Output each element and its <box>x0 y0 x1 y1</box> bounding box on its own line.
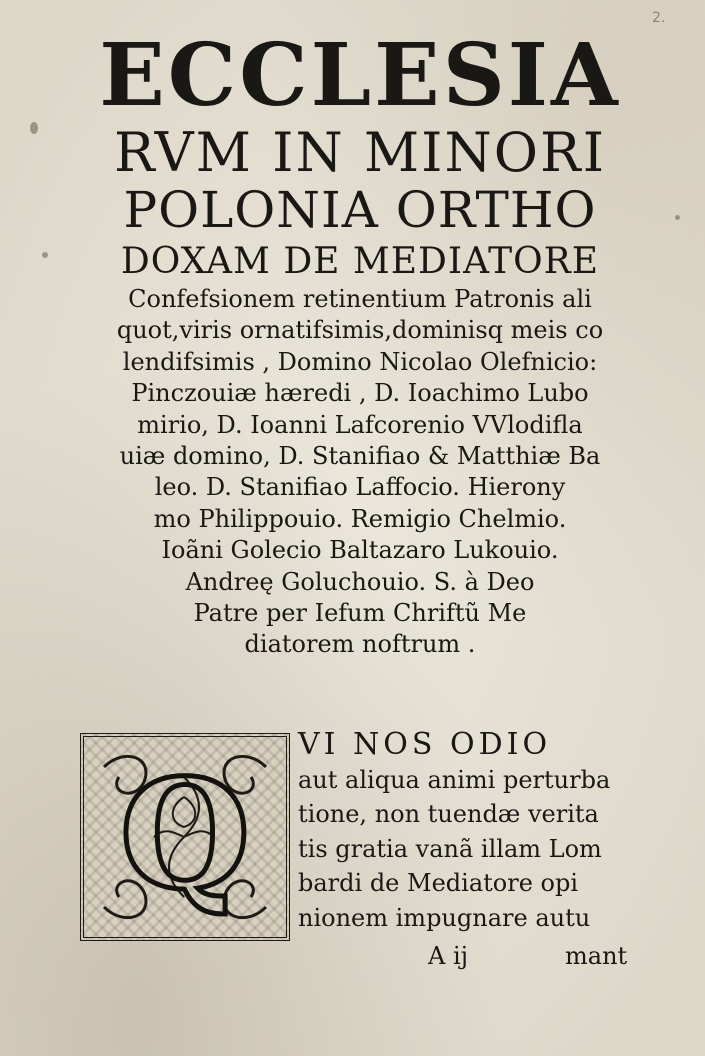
title-line-4: DOXAM DE MEDIATORE <box>120 241 600 282</box>
body-line: tis gratia vanã illam Lom <box>298 834 602 863</box>
dedication-line: diatorem noftrum . <box>244 630 476 659</box>
dedication-line: Ioãni Golecio Baltazaro Lukouio. <box>161 536 559 565</box>
decorated-initial <box>80 733 290 941</box>
body-line: nionem impugnare autu <box>298 903 591 932</box>
dedication-line: leo. D. Stanifiao Laffocio. Hierony <box>154 473 566 502</box>
dedication-line: mo Philippouio. Remigio Chelmio. <box>153 504 567 533</box>
body-line: VI NOS ODIO <box>298 727 552 762</box>
body-line: bardi de Mediatore opi <box>298 869 579 897</box>
signature-mark: A ij <box>428 942 469 970</box>
body-line: tione, non tuendæ verita <box>298 800 599 828</box>
dedication-line: lendifsimis , Domino Nicolao Olefnicio: <box>122 347 598 376</box>
dedication-line: Confefsionem retinentium Patronis ali <box>128 285 592 313</box>
folio-number: 2. <box>652 10 666 26</box>
dedication-line: Patre per Iefum Chriftũ Me <box>193 599 527 628</box>
ornament-icon <box>84 737 286 937</box>
dedication-line: mirio, D. Ioanni Lafcorenio VVlodifla <box>137 410 583 439</box>
ink-speck <box>675 215 680 220</box>
body-line: aut aliqua animi perturba <box>298 765 611 794</box>
initial-letter: Q <box>119 747 251 923</box>
title-line-1: ECCLESIA <box>99 25 621 126</box>
dedication-line: quot,viris ornatifsimis,dominisq meis co <box>116 316 604 345</box>
dedication-line: Andreę Goluchouio. S. à Deo <box>185 567 535 596</box>
dedication-block <box>60 284 660 661</box>
catchword: mant <box>565 942 628 970</box>
ink-speck <box>30 122 38 134</box>
title-line-2: RVM IN MINORI <box>113 121 607 184</box>
body-text <box>298 728 653 935</box>
ink-speck <box>42 252 48 258</box>
title-line-3: POLONIA ORTHO <box>123 181 597 239</box>
dedication-line: Pinczouiæ hæredi , D. Ioachimo Lubo <box>131 379 589 408</box>
dedication-line: uiæ domino, D. Stanifiao & Matthiæ Ba <box>119 442 601 471</box>
